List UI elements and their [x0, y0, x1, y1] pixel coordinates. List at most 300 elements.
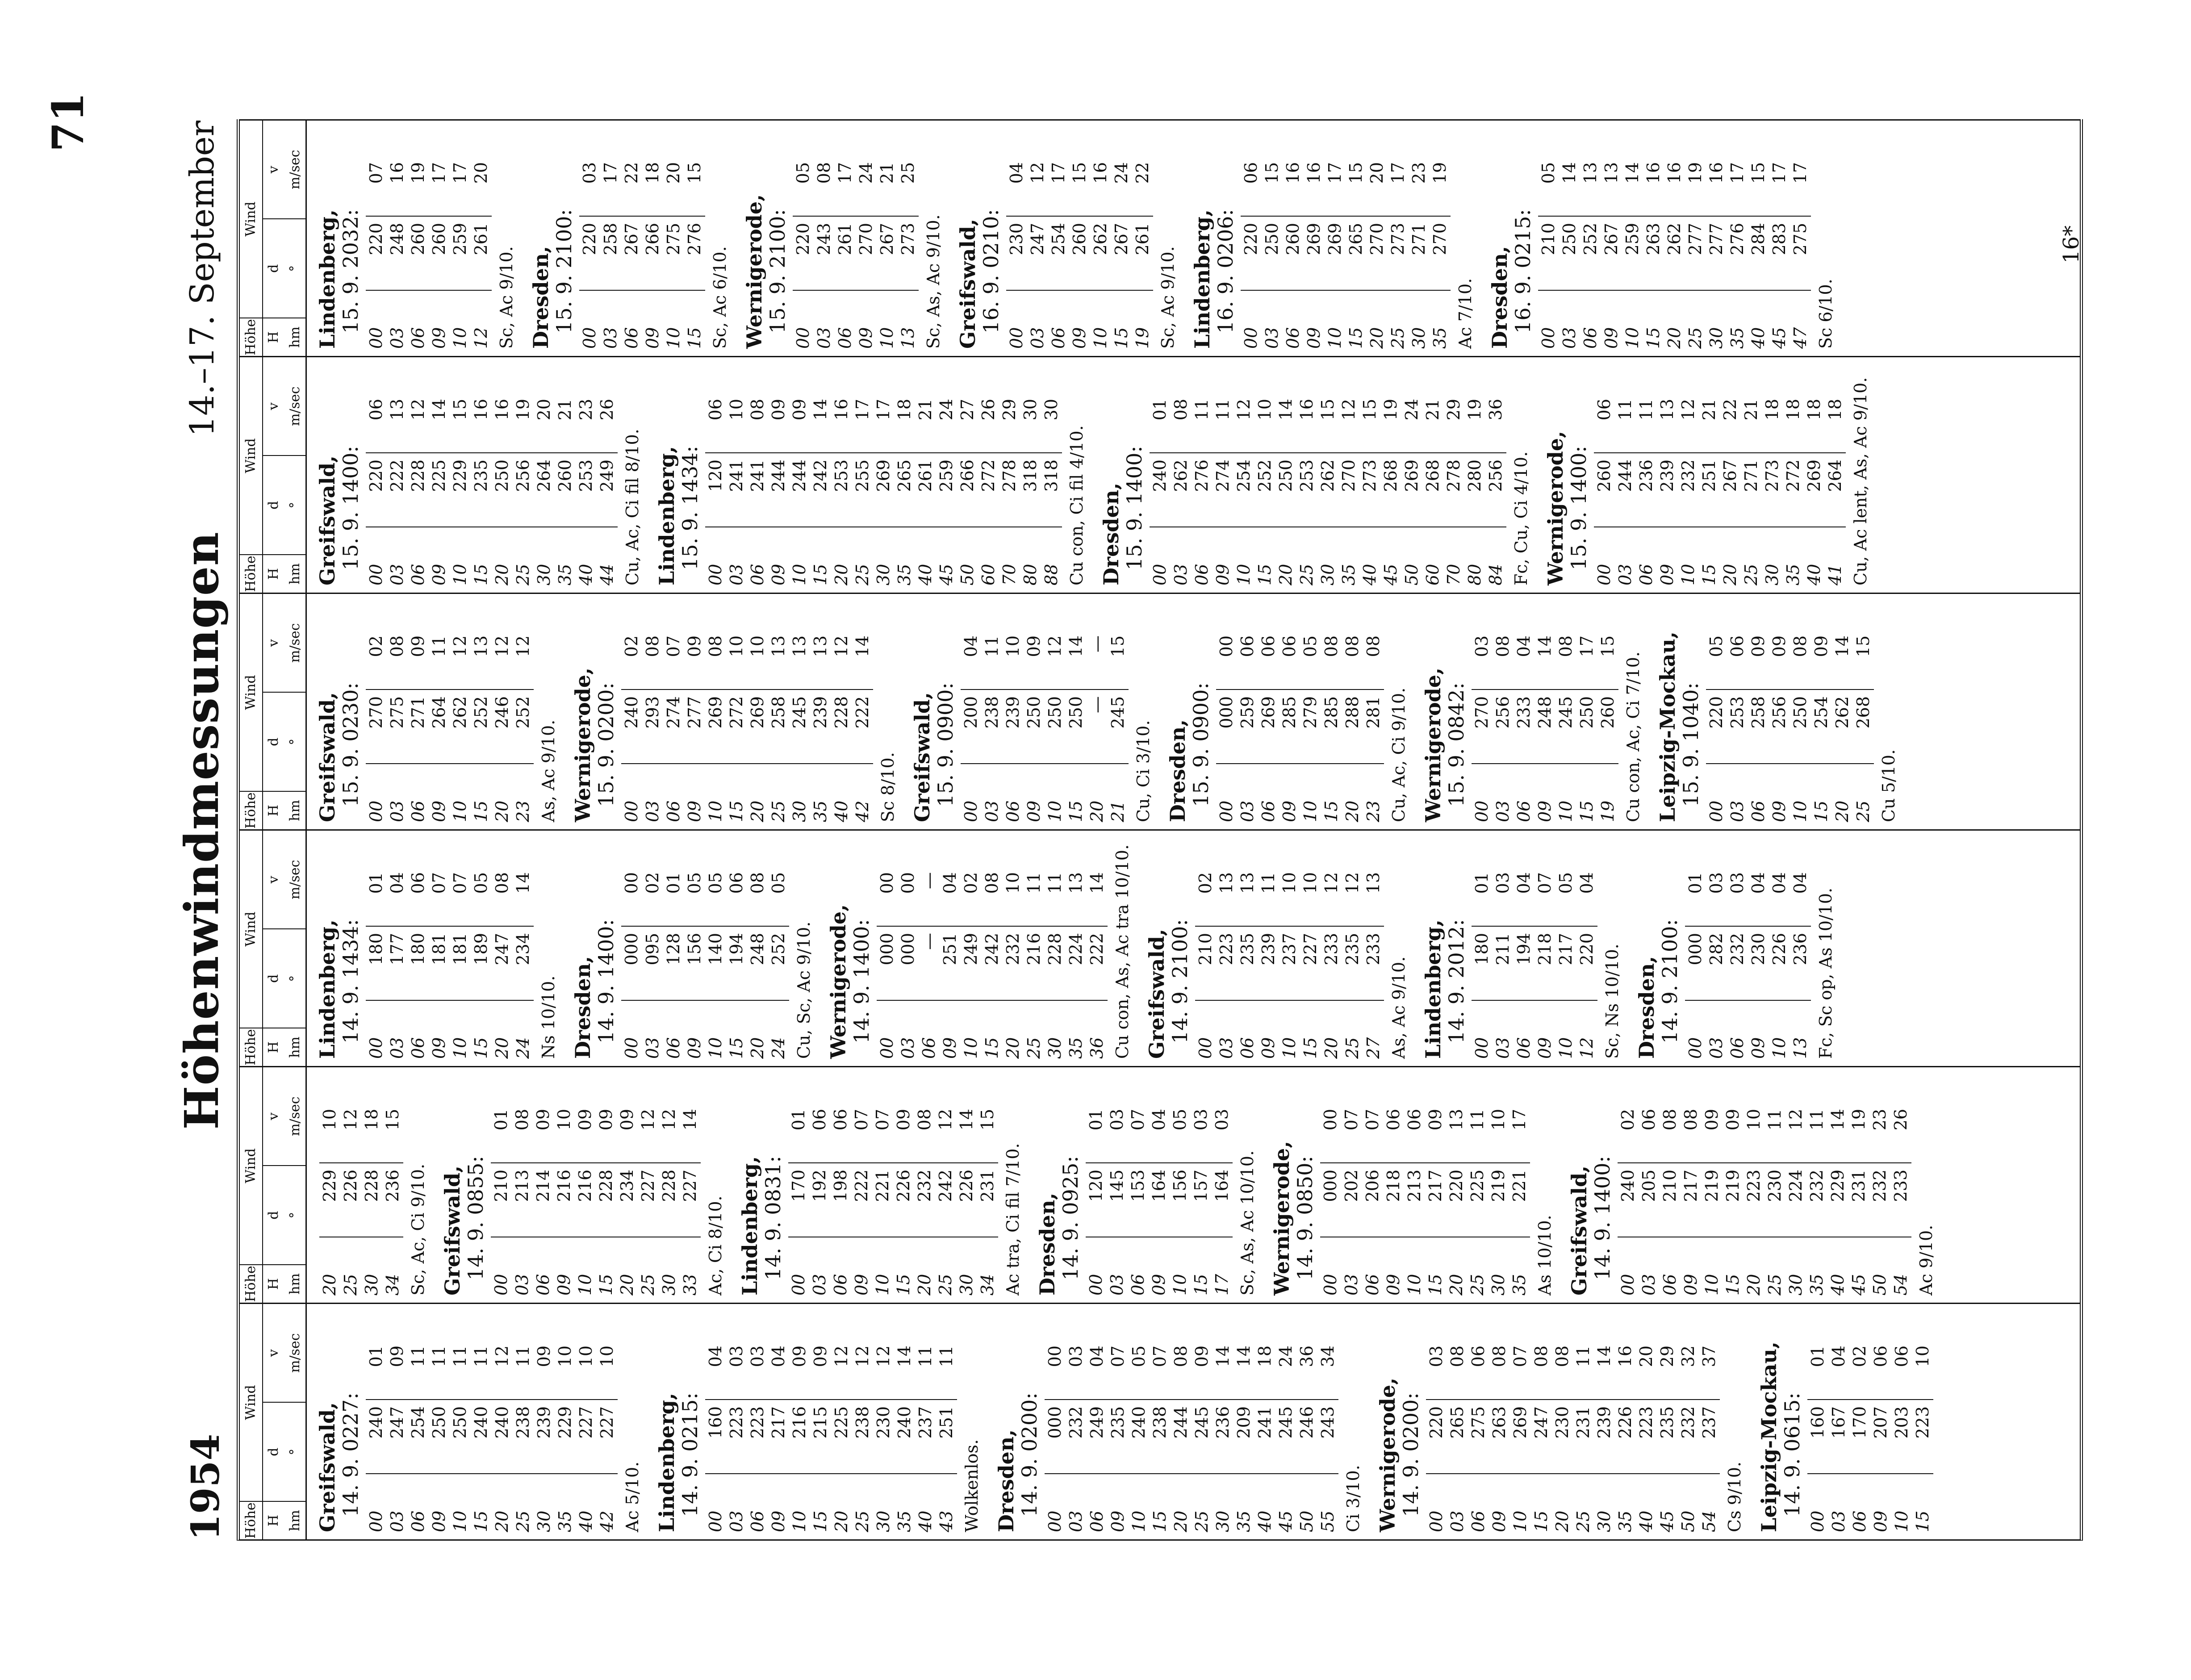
speed-cell: 17: [1048, 158, 1069, 217]
sounding-time: 15. 9. 1400:: [339, 446, 363, 570]
direction-cell: 235: [1108, 1400, 1129, 1474]
speed-cell: 06: [1383, 1104, 1404, 1163]
direction-cell: 160: [705, 1400, 726, 1474]
cloud-note: Sc 8/10.: [878, 752, 898, 822]
speed-cell: 14: [429, 394, 450, 453]
speed-cell: 07: [450, 868, 471, 927]
direction-cell: 269: [1258, 690, 1279, 764]
table-row: [1409, 125, 1430, 349]
table-row: [747, 362, 768, 585]
table-row: [1827, 1072, 1848, 1296]
table-column: [240, 593, 2080, 829]
msec-label: m/sec: [287, 1333, 303, 1373]
speed-cell: 17: [1509, 1104, 1530, 1163]
height-cell: 42: [853, 800, 872, 822]
v-label: v: [266, 639, 282, 647]
direction-cell: 267: [1720, 453, 1741, 527]
cloud-note: Sc, Ac 6/10.: [710, 246, 730, 349]
sounding-time: 14. 9. 2100:: [1168, 919, 1192, 1044]
table-row: [814, 125, 835, 349]
table-row: [450, 125, 471, 349]
height-cell: 10: [1556, 1037, 1576, 1059]
direction-cell: 206: [1362, 1163, 1383, 1237]
cloud-note: Fc, Cu, Ci 4/10.: [1511, 451, 1531, 585]
speed-cell: 02: [1618, 1104, 1639, 1163]
direction-cell: 140: [705, 927, 726, 1001]
height-cell: 43: [937, 1510, 956, 1532]
direction-cell: 225: [1467, 1163, 1488, 1237]
table-row: [621, 598, 642, 822]
height-cell: 10: [450, 1037, 470, 1059]
height-cell: 09: [1601, 327, 1621, 349]
height-cell: 25: [513, 1510, 533, 1532]
direction-cell: 232: [1678, 453, 1699, 527]
table-row: [1338, 362, 1359, 585]
table-row: [1769, 125, 1790, 349]
speed-cell: 03: [1493, 868, 1514, 927]
station-name: Lindenberg,: [1190, 209, 1214, 349]
speed-cell: 00: [898, 868, 919, 927]
speed-cell: —: [1087, 631, 1108, 690]
cloud-note: Sc, Ac, Ci 9/10.: [408, 1163, 428, 1296]
table-row: [1237, 835, 1258, 1059]
table-row: [914, 1072, 935, 1296]
direction-cell: 192: [809, 1163, 830, 1237]
hm-label: hm: [287, 1510, 303, 1531]
speed-cell: 06: [726, 868, 747, 927]
height-cell: 10: [450, 564, 470, 585]
station-name: Greifswald,: [315, 455, 339, 585]
height-cell: 09: [1259, 1037, 1278, 1059]
direction-cell: 220: [366, 453, 387, 527]
direction-cell: 253: [831, 453, 852, 527]
height-cell: 06: [1259, 800, 1278, 822]
speed-cell: 12: [1045, 631, 1066, 690]
direction-cell: 260: [1069, 217, 1090, 291]
height-cell: 25: [1853, 800, 1873, 822]
height-cell: 25: [1342, 1037, 1362, 1059]
table-row: [1699, 1308, 1720, 1532]
cloud-note: Cu con, Ci fil 4/10.: [1067, 425, 1087, 585]
speed-cell: 11: [1213, 394, 1233, 453]
speed-cell: 11: [1258, 868, 1279, 927]
speed-cell: 08: [1493, 631, 1514, 690]
speed-cell: 12: [831, 631, 852, 690]
height-cell: 20: [320, 1274, 339, 1296]
table-row: [1849, 1308, 1870, 1532]
speed-cell: 08: [1171, 394, 1192, 453]
speed-cell: 15: [1346, 158, 1367, 217]
column-header: [240, 121, 307, 356]
speed-cell: 06: [1279, 631, 1300, 690]
height-cell: 03: [1066, 1510, 1086, 1532]
speed-cell: 04: [1576, 868, 1597, 927]
table-row: [894, 1308, 915, 1532]
station-name: Lindenberg,: [655, 1393, 679, 1532]
direction-cell: 245: [1275, 1400, 1296, 1474]
direction-cell: 263: [1489, 1400, 1510, 1474]
table-row: [999, 362, 1020, 585]
cloud-note: Wolkenlos.: [962, 1439, 982, 1532]
speed-cell: 02: [366, 631, 387, 690]
speed-cell: 14: [852, 631, 873, 690]
v-label: v: [266, 876, 282, 884]
direction-cell: 231: [977, 1163, 998, 1237]
deg-label: °: [287, 975, 303, 982]
speed-cell: 02: [1195, 868, 1216, 927]
height-cell: 15: [1191, 1274, 1211, 1296]
direction-cell: 272: [726, 690, 747, 764]
speed-cell: 11: [1806, 1104, 1827, 1163]
page-number: 71: [43, 92, 93, 152]
direction-cell: 000: [1045, 1400, 1066, 1474]
direction-cell: 237: [1699, 1400, 1720, 1474]
direction-cell: 246: [1296, 1400, 1317, 1474]
height-cell: 03: [1727, 800, 1747, 822]
speed-cell: 15: [382, 1104, 403, 1163]
d-label: d: [266, 1211, 282, 1220]
speed-cell: 09: [1723, 1104, 1744, 1163]
height-cell: 80: [1465, 564, 1484, 585]
speed-cell: 04: [1087, 1341, 1108, 1400]
table-row: [1129, 1308, 1150, 1532]
speed-cell: 14: [894, 1341, 915, 1400]
rotated-page: [147, 121, 2023, 1541]
speed-cell: 20: [534, 394, 555, 453]
table-row: [450, 835, 471, 1059]
table-row: [1576, 835, 1597, 1059]
speed-cell: 20: [1636, 1341, 1657, 1400]
speed-cell: 20: [663, 158, 684, 217]
table-row: [1380, 362, 1401, 585]
station-name: Lindenberg,: [315, 919, 339, 1059]
speed-cell: 05: [684, 868, 705, 927]
direction-cell: 211: [1493, 927, 1514, 1001]
speed-cell: 12: [873, 1341, 894, 1400]
table-row: [642, 125, 663, 349]
table-row: [978, 362, 999, 585]
speed-cell: 12: [340, 1104, 361, 1163]
height-cell: 25: [1192, 1510, 1212, 1532]
sounding-time: 14. 9. 0215:: [678, 1392, 702, 1517]
direction-cell: 223: [726, 1400, 747, 1474]
msec-label: m/sec: [287, 150, 303, 190]
table-row: [1597, 598, 1618, 822]
direction-cell: 258: [768, 690, 789, 764]
direction-cell: 244: [1171, 1400, 1192, 1474]
direction-cell: 228: [659, 1163, 680, 1237]
direction-cell: 270: [366, 690, 387, 764]
height-cell: 20: [1087, 800, 1107, 822]
height-cell: 40: [916, 564, 935, 585]
table-row: [684, 598, 705, 822]
direction-cell: 000: [1685, 927, 1706, 1001]
direction-cell: 267: [1111, 217, 1132, 291]
table-row: [1107, 1072, 1128, 1296]
table-row: [1045, 1308, 1066, 1532]
direction-cell: —: [919, 927, 940, 1001]
height-cell: 10: [1510, 1510, 1530, 1532]
table-row: [872, 1072, 893, 1296]
h-label: H: [266, 331, 282, 343]
table-row: [705, 362, 726, 585]
direction-cell: 120: [1086, 1163, 1107, 1237]
speed-cell: 10: [554, 1104, 575, 1163]
height-cell: 20: [1171, 1510, 1191, 1532]
hm-label: hm: [287, 326, 303, 348]
table-row: [1446, 1072, 1467, 1296]
speed-cell: 09: [1811, 631, 1832, 690]
height-cell: 03: [1028, 327, 1047, 349]
speed-cell: 14: [1213, 1341, 1233, 1400]
sounding-time: 15. 9. 2100:: [552, 209, 576, 334]
table-row: [1573, 1308, 1594, 1532]
wind-header: [240, 594, 305, 791]
height-cell: 09: [1681, 1274, 1701, 1296]
speed-cell: 14: [513, 868, 534, 927]
height-cell: 03: [898, 1037, 918, 1059]
height-cell: 10: [1556, 800, 1576, 822]
direction-cell: 239: [1003, 690, 1024, 764]
direction-cell: 265: [1346, 217, 1367, 291]
height-cell: 03: [1238, 800, 1257, 822]
hoehe-label: Höhe: [240, 1502, 263, 1539]
wind-label: Wind: [240, 1067, 263, 1264]
direction-cell: 214: [533, 1163, 554, 1237]
direction-cell: 230: [873, 1400, 894, 1474]
speed-cell: 06: [1468, 1341, 1489, 1400]
height-cell: 10: [1045, 800, 1065, 822]
sounding-time: 14. 9. 0227:: [339, 1392, 363, 1517]
direction-cell: 220: [1706, 690, 1727, 764]
height-cell: 09: [1489, 1510, 1509, 1532]
table-row: [1359, 362, 1380, 585]
height-cell: 10: [575, 1274, 595, 1296]
table-row: [961, 598, 982, 822]
table-row: [1538, 125, 1559, 349]
direction-cell: 198: [830, 1163, 851, 1237]
speed-cell: 04: [961, 631, 982, 690]
table-row: [1699, 362, 1720, 585]
sounding-time: 14. 9. 0855:: [464, 1156, 488, 1280]
speed-cell: 03: [1727, 868, 1748, 927]
direction-cell: 269: [747, 690, 768, 764]
height-cell: 15: [1699, 564, 1719, 585]
table-row: [319, 1072, 340, 1296]
direction-cell: 228: [408, 453, 429, 527]
height-cell: 55: [1318, 1510, 1338, 1532]
speed-cell: 01: [663, 868, 684, 927]
speed-cell: 14: [1087, 868, 1108, 927]
height-cell: 40: [1255, 1510, 1275, 1532]
height-cell: 15: [1300, 1037, 1320, 1059]
table-row: [1024, 835, 1045, 1059]
speed-cell: 18: [1254, 1341, 1275, 1400]
direction-cell: 218: [1535, 927, 1555, 1001]
height-cell: 03: [727, 564, 746, 585]
speed-cell: 17: [600, 158, 621, 217]
table-row: [1258, 598, 1279, 822]
speed-cell: 13: [1601, 158, 1622, 217]
direction-cell: 200: [961, 690, 982, 764]
speed-cell: 09: [617, 1104, 638, 1163]
speed-cell: 17: [450, 158, 471, 217]
table-row: [1066, 598, 1087, 822]
direction-cell: 250: [1559, 217, 1580, 291]
height-cell: 45: [1849, 1274, 1869, 1296]
table-row: [768, 598, 789, 822]
speed-cell: 17: [852, 394, 873, 453]
table-row: [555, 362, 576, 585]
height-cell: 09: [1657, 564, 1677, 585]
speed-cell: 14: [1594, 1341, 1615, 1400]
speed-cell: 00: [1320, 1104, 1341, 1163]
height-cell: 03: [1342, 1274, 1361, 1296]
direction-cell: 235: [471, 453, 492, 527]
direction-cell: 253: [1727, 690, 1748, 764]
direction-cell: 230: [1765, 1163, 1785, 1237]
speed-cell: 08: [1363, 631, 1384, 690]
table-row: [1212, 1072, 1233, 1296]
table-row: [1191, 1072, 1212, 1296]
direction-cell: 270: [1472, 690, 1493, 764]
table-row: [936, 362, 957, 585]
wind-header: [240, 831, 305, 1028]
footer-mark: 16*: [2059, 225, 2084, 263]
height-cell: 00: [491, 1274, 511, 1296]
table-row: [1254, 1308, 1275, 1532]
height-cell: 15: [596, 1274, 616, 1296]
deg-label: °: [287, 1212, 303, 1219]
speed-cell: 01: [1086, 1104, 1107, 1163]
height-cell: 03: [1829, 1510, 1848, 1532]
speed-cell: 27: [957, 394, 978, 453]
height-cell: 10: [1769, 1037, 1789, 1059]
direction-cell: 285: [1279, 690, 1300, 764]
table-row: [877, 125, 898, 349]
sounding-time: 16. 9. 0210:: [979, 209, 1003, 334]
speed-cell: 04: [1514, 631, 1535, 690]
speed-cell: 01: [788, 1104, 809, 1163]
table-row: [1783, 362, 1804, 585]
table-row: [1087, 835, 1108, 1059]
height-cell: 03: [643, 800, 662, 822]
direction-cell: 240: [621, 690, 642, 764]
direction-cell: 229: [555, 1400, 576, 1474]
table-row: [1066, 835, 1087, 1059]
speed-cell: 11: [915, 1341, 936, 1400]
height-cell: 20: [748, 1037, 767, 1059]
cloud-note: Ac 7/10.: [1455, 278, 1475, 349]
direction-cell: 254: [408, 1400, 429, 1474]
height-cell: 03: [982, 800, 1002, 822]
speed-cell: 01: [366, 868, 387, 927]
direction-cell: 283: [1769, 217, 1790, 291]
direction-cell: 276: [684, 217, 705, 291]
wind-header: [240, 1067, 305, 1264]
speed-cell: 34: [1317, 1341, 1338, 1400]
direction-cell: 228: [361, 1163, 382, 1237]
speed-cell: 10: [1003, 631, 1024, 690]
speed-cell: 17: [1769, 158, 1790, 217]
direction-cell: 277: [1706, 217, 1727, 291]
direction-cell: 220: [1576, 927, 1597, 1001]
speed-cell: 26: [1890, 1104, 1911, 1163]
speed-cell: 09: [1769, 631, 1790, 690]
cloud-note: Cu, Ci 3/10.: [1133, 720, 1153, 822]
table-row: [1804, 362, 1825, 585]
height-cell: 15: [1112, 327, 1131, 349]
table-row: [852, 598, 873, 822]
cloud-note: Sc, As, Ac 9/10.: [924, 214, 943, 349]
speed-cell: 03: [1066, 1341, 1087, 1400]
table-row: [429, 598, 450, 822]
height-cell: 09: [769, 564, 788, 585]
direction-cell: 243: [1317, 1400, 1338, 1474]
direction-cell: 222: [1087, 927, 1108, 1001]
table-row: [1300, 598, 1321, 822]
direction-cell: 288: [1342, 690, 1363, 764]
table-row: [1422, 362, 1443, 585]
height-cell: 10: [961, 1037, 981, 1059]
height-cell: 25: [1573, 1510, 1593, 1532]
height-cell: 06: [408, 1037, 428, 1059]
height-cell: 20: [492, 1510, 512, 1532]
table-row: [747, 598, 768, 822]
station-name: Greifswald,: [440, 1165, 464, 1296]
table-row: [576, 1308, 597, 1532]
table-column: [240, 829, 2080, 1066]
height-cell: 15: [1321, 800, 1341, 822]
table-row: [471, 598, 492, 822]
table-row: [659, 1072, 680, 1296]
height-cell: 00: [1217, 800, 1236, 822]
height-cell: 00: [1618, 1274, 1638, 1296]
table-row: [366, 835, 387, 1059]
height-cell: 10: [450, 327, 470, 349]
speed-cell: 15: [1262, 158, 1283, 217]
table-row: [1678, 362, 1699, 585]
height-cell: 09: [685, 800, 704, 822]
cloud-note: Ac 9/10.: [1916, 1224, 1936, 1296]
table-row: [1149, 1072, 1170, 1296]
direction-cell: 220: [1446, 1163, 1467, 1237]
speed-cell: 20: [471, 158, 492, 217]
speed-cell: 07: [1108, 1341, 1129, 1400]
height-cell: 20: [832, 1510, 851, 1532]
direction-cell: 276: [1192, 453, 1213, 527]
table-row: [597, 362, 618, 585]
direction-cell: 210: [1660, 1163, 1681, 1237]
table-row: [1317, 1308, 1338, 1532]
height-cell: 25: [513, 564, 533, 585]
speed-cell: 06: [1891, 1341, 1912, 1400]
speed-cell: 12: [408, 394, 429, 453]
height-cell: 20: [1832, 800, 1852, 822]
speed-cell: 03: [1212, 1104, 1233, 1163]
table-row: [1552, 1308, 1573, 1532]
height-cell: 03: [387, 327, 407, 349]
table-row: [1748, 598, 1769, 822]
height-cell: 00: [1539, 327, 1558, 349]
speed-cell: 05: [1555, 868, 1576, 927]
station-name: Wernigerode,: [826, 904, 850, 1059]
direction-cell: 267: [621, 217, 642, 291]
cloud-note: As, Ac 9/10.: [539, 719, 558, 822]
direction-cell: 276: [1727, 217, 1748, 291]
table-row: [492, 362, 513, 585]
speed-cell: 13: [471, 631, 492, 690]
